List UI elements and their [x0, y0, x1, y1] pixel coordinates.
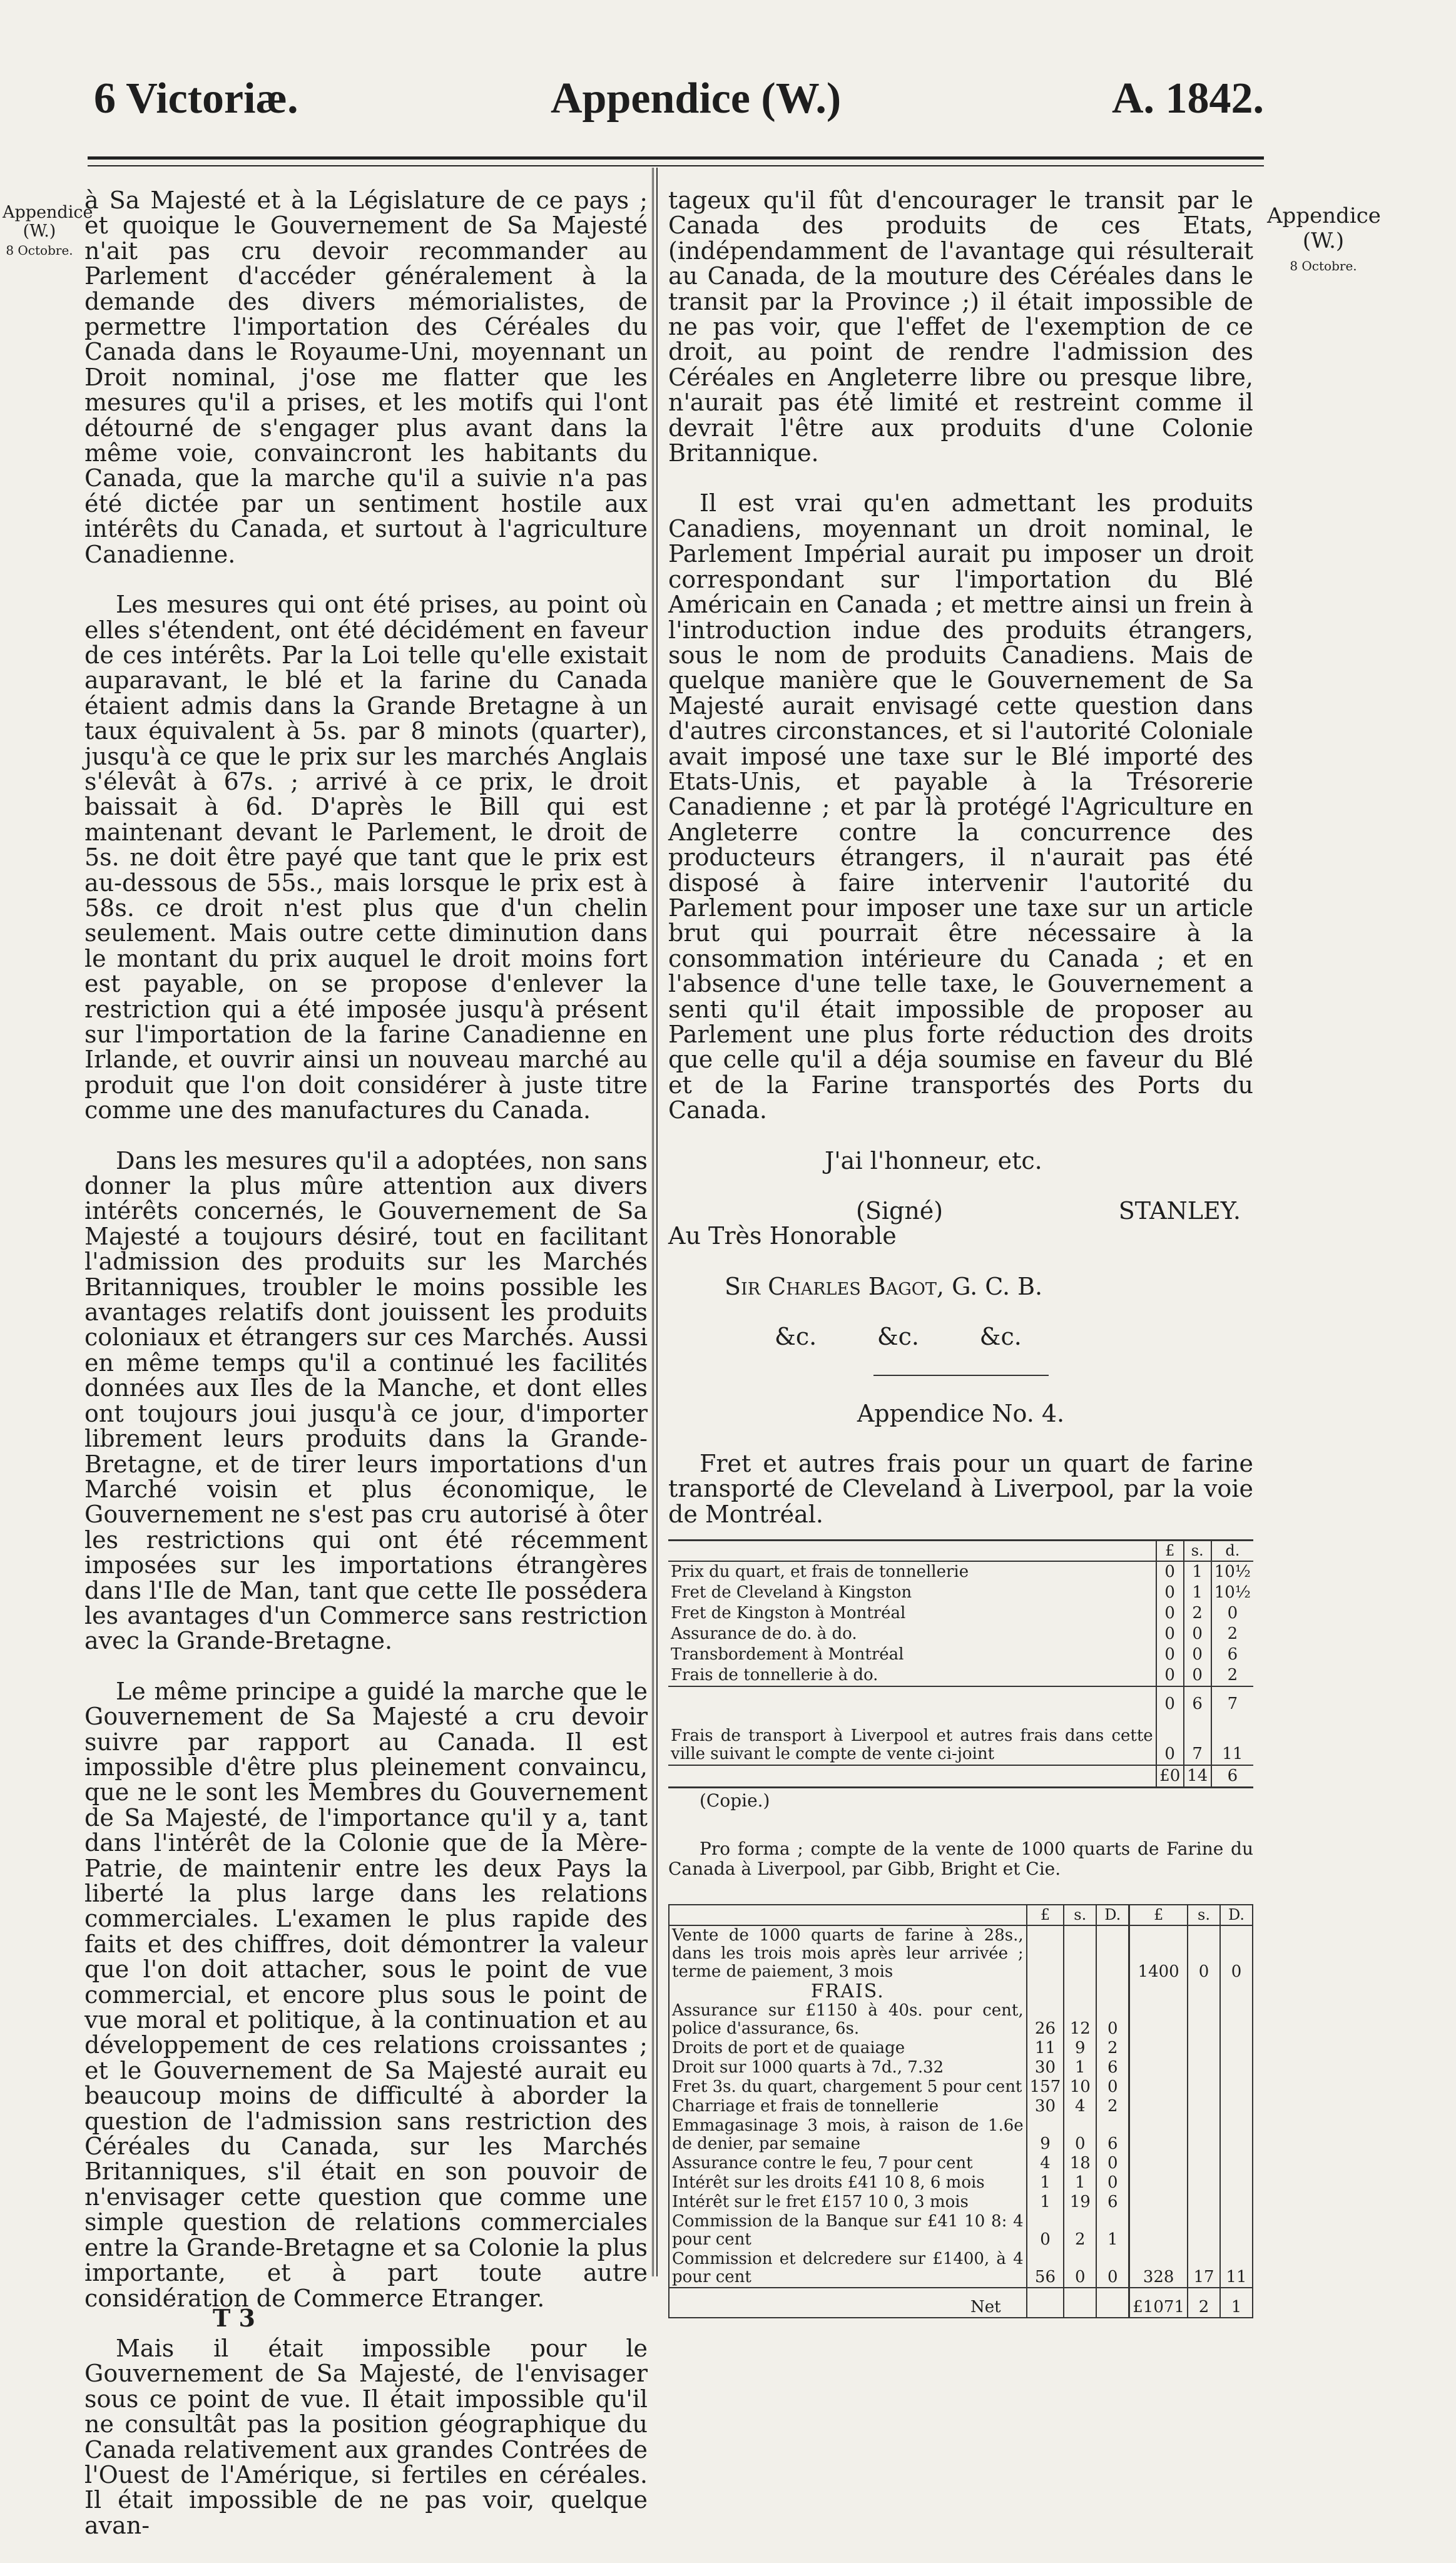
- closing: J'ai l'honneur, etc.: [825, 1146, 1042, 1174]
- right-column: [668, 188, 1253, 2318]
- table-row: Assurance sur £1150 à 40s. pour cent, police d'assurance, 6s. 26 12 0: [669, 2001, 1253, 2039]
- margin-note-right: [1267, 203, 1380, 278]
- col-header: d.: [1211, 1541, 1253, 1562]
- paragraph: Il est vrai qu'en admettant les produits Canadiens, moyennant un droit nominal, le Parlement Impérial aurait pu imposer un droit correspondant sur l'importation du Blé Américain en Canada ; et mettre ainsi un frein à l'introduction indue des produits étrangers, sous le nom de produits Canadiens. Mais de quelque manière que le Gouvernement de Sa Majesté aurait envisagé cette question dans d'autres circonstances, et si l'autorité Coloniale avait imposé une taxe sur le Blé importé des Etats-Unis, et payable à la Trésorerie Canadienne ; et par là protégé l'Agriculture en Angleterre contre la concurrence des producteurs étrangers, il n'aurait pas été disposé à faire intervenir l'autorité du Parlement pour imposer une taxe sur un article brut qui pourrait être nécessaire à la consommation intérieure du Canada ; et en l'absence d'une telle taxe, le Gouvernement a senti qu'il était impossible de proposer au Parlement une plus forte réduction des droits que celle qu'il a déja soumise en faveur du Blé et de la Farine transportés des Ports du Canada.: [668, 489, 1253, 1124]
- table-row: Fret de Kingston à Montréal 0 2 0: [668, 1603, 1253, 1624]
- addressee-prefix: Au Très Honorable: [668, 1222, 897, 1250]
- paragraph: Les mesures qui ont été prises, au point où elles s'étendent, ont été décidément en faveur de ces intérêts. Par la Loi telle qu'elle existait auparavant, le blé et la farine du Canada étaient admis dans la Grande Bretagne à un taux équivalent à 5s. par 8 minots (quarter), jusqu'à ce que le prix sur les marchés Anglais s'élevât à 67s. ; arrivé à ce prix, le droit baissait à 6d. D'après le Bill qui est maintenant devant le Parlement, le droit de 5s. ne doit être payé que tant que le prix est au-dessous de 55s., mais lorsque le prix est à 58s. ce droit n'est plus que d'un chelin seulement. Mais outre cette diminution dans le montant du prix auquel le droit moins fort est payable, on se propose d'enlever la restriction qui a été imposée jusqu'à présent sur l'importation de la farine Canadienne en Irlande, et ouvrir ainsi un nouveau marché au produit que l'on doit considérer à juste titre comme une des manufactures du Canada.: [84, 591, 648, 1124]
- table-row: Intérêt sur le fret £157 10 0, 3 mois 1 19 6: [669, 2193, 1253, 2212]
- session-label: 6 Victoriæ.: [94, 74, 298, 123]
- section-rule: [873, 1375, 1049, 1376]
- column-divider: [652, 168, 658, 2276]
- total-row: £0 14 6: [668, 1765, 1253, 1788]
- table-row: Assurance contre le feu, 7 pour cent 4 18 0: [669, 2154, 1253, 2173]
- subtotal-row: 0 6 7: [668, 1686, 1253, 1715]
- margin-left-label: Appendice: [3, 203, 93, 222]
- header-rule-thin: [88, 165, 1264, 166]
- paragraph: Mais il était impossible pour le Gouvernement de Sa Majesté, de l'envisager sous ce point de vue. Il était impossible qu'il ne consultât pas la position géographique du Canada relativement aux grandes Contrées de l'Ouest de l'Amérique, si fertiles en céréales. Il était impossible de ne pas voir, quelque avan-: [84, 2334, 648, 2539]
- year-label: A. 1842.: [1111, 74, 1264, 123]
- margin-right-sub: (W.): [1302, 228, 1345, 253]
- frais-heading: FRAIS.: [810, 1980, 885, 2002]
- page-header: [88, 74, 1264, 143]
- table-row: Intérêt sur les droits £41 10 8, 6 mois 1 1 0: [669, 2173, 1253, 2193]
- table-row: Droits de port et de quaiage 11 9 2: [669, 2039, 1253, 2058]
- margin-left-date: 8 Octobre.: [6, 243, 73, 258]
- recipient-name: Sir Charles Bagot, G. C. B.: [725, 1272, 1043, 1300]
- margin-right-label: Appendice: [1267, 203, 1381, 228]
- table-row: Assurance de do. à do. 0 0 2: [668, 1624, 1253, 1644]
- net-row: Net £1071 2 1: [669, 2288, 1253, 2318]
- table-row: Fret de Cleveland à Kingston 0 1 10½: [668, 1582, 1253, 1603]
- table-row: Frais de transport à Liverpool et autres frais dans cette ville suivant le compte de vente ci-joint 0 7 11: [668, 1715, 1253, 1765]
- appendix-title: Appendice (W.): [551, 74, 842, 123]
- paragraph: tageux qu'il fût d'encourager le transit par le Canada des produits de ces Etats, (indépendamment de l'avantage qui résulterait au Canada, de la mouture des Céréales dans le transit par la Province ;) il était impossible de ne pas voir, que l'effet de l'exemption de ce droit, au point de rendre l'admission des Céréales en Angleterre libre ou presque libre, n'aurait pas été limité et restreint comme il devrait l'être aux produits d'une Colonie Britannique.: [668, 186, 1253, 467]
- table-row: Fret 3s. du quart, chargement 5 pour cent 157 10 0: [669, 2077, 1253, 2097]
- paragraph: Le même principe a guidé la marche que le Gouvernement de Sa Majesté a cru devoir suivre par rapport au Canada. Il est impossible d'être plus pleinement convaincu, que ne le sont les Membres du Gouvernement de Sa Majesté, de l'importance qu'il y a, tant dans l'intérêt de la Colonie que de la Mère-Patrie, de maintenir entre les deux Pays la liberté la plus large dans les relations commerciales. L'examen le plus rapide des faits et des chiffres, doit démontrer la valeur que l'on doit attacher, sous le point de vue commercial, et encore plus sous le point de vue moral et politique, à la continuation et au développement de ces relations croissantes ; et le Gouvernement de Sa Majesté aurait eu beaucoup moins de difficulté à aborder la question de l'admission sans restriction des Céréales du Canada, sur les Marchés Britanniques, s'il était en son pouvoir de n'envisager cette question que comme une simple question de relations commerciales entre la Grande-Bretagne et sa Colonie la plus importante, et à part toute autre considération de Commerce Etranger.: [84, 1677, 648, 2312]
- table-row: Transbordement à Montréal 0 0 6: [668, 1644, 1253, 1665]
- col-header: s.: [1184, 1541, 1211, 1562]
- table-row: Vente de 1000 quarts de farine à 28s., dans les trois mois après leur arrivée ; terme de paiement, 3 mois 1400 0 0: [669, 1925, 1253, 1982]
- table-row: Emmagasinage 3 mois, à raison de 1.6e de denier, par semaine 9 0 6: [669, 2116, 1253, 2154]
- copie-label: (Copie.): [700, 1790, 770, 1811]
- paragraph: Dans les mesures qu'il a adoptées, non sans donner la plus mûre attention aux divers intérêts concernés, le Gouvernement de Sa Majesté a toujours désiré, tout en facilitant l'admission des produits sur les Marchés Britanniques, troubler le moins possible les avantages relatifs dont jouissent les produits coloniaux et étrangers sur ces Marchés. Aussi en même temps qu'il a continué les facilités données aux Iles de la Manche, et dont elles ont toujours joui jusqu'à ce jour, d'importer librement leurs produits dans la Grande-Bretagne, et de tirer leurs importations d'un Marché voisin et plus économique, le Gouvernement ne s'est pas cru autorisé à ôter les restrictions qui ont été récemment imposées sur les importations étrangères dans l'Ile de Man, tant que cette Ile possédera les avantages d'un Commerce sans restriction avec la Grande-Bretagne.: [84, 1146, 648, 1655]
- left-column: [84, 188, 648, 2563]
- table-row: Frais de tonnellerie à do. 0 0 2: [668, 1665, 1253, 1686]
- signature-block: [668, 1148, 1253, 1350]
- header-rule-thick: [88, 156, 1264, 160]
- table-row: Droit sur 1000 quarts à 7d., 7.32 30 1 6: [669, 2058, 1253, 2077]
- etc-line: &c. &c. &c.: [775, 1323, 1022, 1351]
- appendix-intro: Fret et autres frais pour un quart de farine transporté de Cleveland à Liverpool, par la voie de Montréal.: [668, 1450, 1253, 1528]
- fret-table: [668, 1539, 1253, 1788]
- proforma-caption: Pro forma ; compte de la vente de 1000 quarts de Farine du Canada à Liverpool, par Gibb, Bright et Cie.: [668, 1838, 1253, 1879]
- table-row: Prix du quart, et frais de tonnellerie 0 1 10½: [668, 1561, 1253, 1582]
- table-row: Commission et delcredere sur £1400, à 4 pour cent 56 0 0 328 17 11: [669, 2250, 1253, 2288]
- table-row: Commission de la Banque sur £41 10 8: 4 pour cent 0 2 1: [669, 2212, 1253, 2250]
- col-header: £: [1156, 1541, 1184, 1562]
- margin-right-date: 8 Octobre.: [1290, 258, 1357, 273]
- paragraph: à Sa Majesté et à la Législature de ce pays ; et quoique le Gouvernement de Sa Majesté n'ait pas cru devoir recommander au Parlement d'accéder généralement à la demande des divers mémorialistes, de permettre l'importation des Céréales du Canada dans le Royaume-Uni, moyennant un Droit nominal, j'ose me flatter que les mesures qu'il a prises, et les motifs qui l'ont détourné de s'engager plus avant dans la même voie, convaincront les habitants du Canada, que la marche qu'il a suivie n'a pas été dictée par un sentiment hostile aux intérêts du Canada, et surtout à l'agriculture Canadienne.: [84, 186, 648, 568]
- sales-account-table: £ s. D. £ s. D. Vente de 1000 quarts de farine à 28s., dans les trois mois après leur arrivée ; terme de paiement, 3 mois 1400 0 0 FRAIS. Assurance sur £1150 à 40s. pour cent, police d'assurance, 6s. 26 12 0 Droits de port et de quaiage 11 9 2 Droit sur 1000 quarts à 7d., 7.32 30 1 6 Fret 3s. du quart, chargement 5 pour cent 157 10 0 Charriage et frais de tonnellerie 30 4 2 Emmagasinage 3 mois, à raison de 1.6e de denier, par semaine 9 0 6 Assurance contre le feu, 7 pour cent 4 18 0 Intérêt sur les droits £41 10 8, 6 mois 1 1 0 Intérêt sur le fret £157 10 0, 3 mois 1 19 6 Commission de la Banque sur £41 10 8: 4 pour cent 0 2 1 Commission et delcredere sur £1400, à 4 pour cent 56 0 0 328 17 11 Net £1071 2 1: [668, 1904, 1253, 2318]
- margin-note-left: [3, 203, 93, 260]
- table-row: Charriage et frais de tonnellerie 30 4 2: [669, 2097, 1253, 2116]
- signer-name: STANLEY.: [1118, 1197, 1241, 1225]
- appendix-no-title: Appendice No. 4.: [857, 1399, 1065, 1427]
- signed-label: (Signé): [856, 1197, 944, 1225]
- signature-mark: T 3: [213, 2304, 255, 2332]
- margin-left-sub: (W.): [23, 222, 56, 241]
